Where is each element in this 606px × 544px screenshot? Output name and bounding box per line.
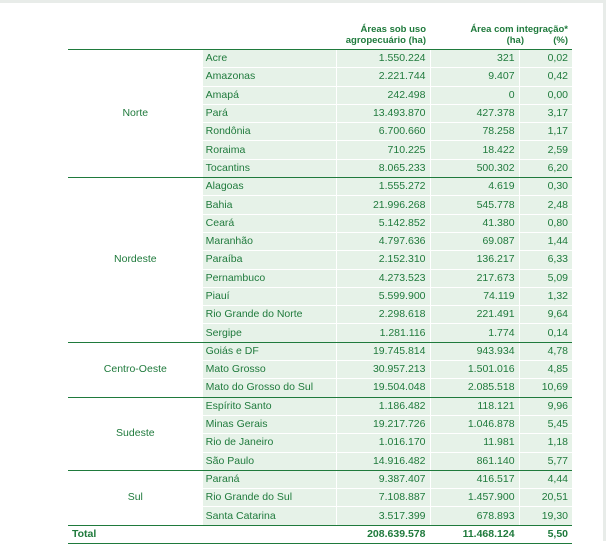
percent-cell: 20,51 [519, 489, 572, 507]
integration-cell: 78.258 [430, 123, 519, 141]
area-cell: 30.957.213 [337, 361, 430, 379]
header-integration-column: Área com integração* (ha) (%) [430, 24, 572, 50]
header-state [203, 24, 337, 50]
percent-cell: 1,17 [519, 123, 572, 141]
state-cell: Maranhão [203, 232, 337, 250]
integration-cell: 416.517 [430, 470, 519, 488]
state-cell: Rio Grande do Sul [203, 489, 337, 507]
region-label: Norte [68, 50, 203, 178]
percent-cell: 10,69 [519, 379, 572, 397]
integration-cell: 678.893 [430, 507, 519, 525]
state-cell: Acre [203, 50, 337, 68]
integration-cell: 321 [430, 50, 519, 68]
area-cell: 7.108.887 [337, 489, 430, 507]
total-integration: 11.468.124 [430, 525, 519, 543]
integration-cell: 4.619 [430, 178, 519, 196]
integration-cell: 2.085.518 [430, 379, 519, 397]
percent-cell: 5,45 [519, 415, 572, 433]
table-row [68, 470, 572, 488]
integration-cell: 1.457.900 [430, 489, 519, 507]
integration-cell: 41.380 [430, 214, 519, 232]
state-cell: Paraíba [203, 251, 337, 269]
state-cell: Rio de Janeiro [203, 434, 337, 452]
area-cell: 2.221.744 [337, 68, 430, 86]
state-cell: Alagoas [203, 178, 337, 196]
percent-cell: 9,96 [519, 397, 572, 415]
percent-cell: 1,18 [519, 434, 572, 452]
integration-cell: 136.217 [430, 251, 519, 269]
area-cell: 21.996.268 [337, 196, 430, 214]
total-area: 208.639.578 [337, 525, 430, 543]
region-label: Nordeste [68, 178, 203, 343]
region-label: Centro-Oeste [68, 342, 203, 397]
area-cell: 1.186.482 [337, 397, 430, 415]
state-cell: Pernambuco [203, 269, 337, 287]
area-cell: 1.555.272 [337, 178, 430, 196]
integration-cell: 221.491 [430, 306, 519, 324]
area-cell: 1.016.170 [337, 434, 430, 452]
integration-cell: 18.422 [430, 141, 519, 159]
state-cell: Bahia [203, 196, 337, 214]
integration-cell: 11.981 [430, 434, 519, 452]
area-cell: 19.745.814 [337, 342, 430, 360]
header-region [68, 24, 203, 50]
percent-cell: 6,20 [519, 159, 572, 177]
state-cell: Amapá [203, 86, 337, 104]
area-cell: 13.493.870 [337, 104, 430, 122]
percent-cell: 4,78 [519, 342, 572, 360]
area-cell: 5.599.900 [337, 287, 430, 305]
table-row [68, 342, 572, 360]
state-cell: Ceará [203, 214, 337, 232]
area-cell: 1.281.116 [337, 324, 430, 342]
integration-cell: 943.934 [430, 342, 519, 360]
percent-cell: 5,77 [519, 452, 572, 470]
state-cell: Pará [203, 104, 337, 122]
state-cell: Paraná [203, 470, 337, 488]
state-cell: Rondônia [203, 123, 337, 141]
integration-cell: 1.774 [430, 324, 519, 342]
integration-cell: 217.673 [430, 269, 519, 287]
percent-cell: 2,48 [519, 196, 572, 214]
state-cell: Sergipe [203, 324, 337, 342]
integration-cell: 500.302 [430, 159, 519, 177]
integration-cell: 9.407 [430, 68, 519, 86]
table-header-row [68, 24, 572, 50]
total-label: Total [68, 525, 203, 543]
percent-cell: 3,17 [519, 104, 572, 122]
state-cell: Amazonas [203, 68, 337, 86]
integration-cell: 118.121 [430, 397, 519, 415]
integration-cell: 0 [430, 86, 519, 104]
percent-cell: 1,44 [519, 232, 572, 250]
integration-cell: 1.046.878 [430, 415, 519, 433]
state-cell: Goiás e DF [203, 342, 337, 360]
state-cell: Tocantins [203, 159, 337, 177]
area-cell: 3.517.399 [337, 507, 430, 525]
area-cell: 242.498 [337, 86, 430, 104]
integration-cell: 861.140 [430, 452, 519, 470]
state-cell: Roraima [203, 141, 337, 159]
page-border-top [0, 0, 606, 3]
percent-cell: 0,80 [519, 214, 572, 232]
state-cell: Rio Grande do Norte [203, 306, 337, 324]
agro-integration-table [68, 24, 572, 544]
percent-cell: 6,33 [519, 251, 572, 269]
area-cell: 6.700.660 [337, 123, 430, 141]
percent-cell: 19,30 [519, 507, 572, 525]
area-cell: 4.797.636 [337, 232, 430, 250]
total-percent: 5,50 [519, 525, 572, 543]
area-cell: 1.550.224 [337, 50, 430, 68]
percent-cell: 0,00 [519, 86, 572, 104]
area-cell: 14.916.482 [337, 452, 430, 470]
percent-cell: 0,30 [519, 178, 572, 196]
percent-cell: 0,14 [519, 324, 572, 342]
state-cell: Santa Catarina [203, 507, 337, 525]
state-cell: Mato Grosso [203, 361, 337, 379]
percent-cell: 2,59 [519, 141, 572, 159]
area-cell: 5.142.852 [337, 214, 430, 232]
integration-cell: 427.378 [430, 104, 519, 122]
percent-cell: 5,09 [519, 269, 572, 287]
integration-cell: 74.119 [430, 287, 519, 305]
area-cell: 4.273.523 [337, 269, 430, 287]
state-cell: Minas Gerais [203, 415, 337, 433]
area-cell: 8.065.233 [337, 159, 430, 177]
percent-cell: 0,02 [519, 50, 572, 68]
area-cell: 2.152.310 [337, 251, 430, 269]
table-body [68, 50, 572, 544]
area-cell: 9.387.407 [337, 470, 430, 488]
area-cell: 19.217.726 [337, 415, 430, 433]
area-cell: 19.504.048 [337, 379, 430, 397]
integration-cell: 69.087 [430, 232, 519, 250]
state-cell: São Paulo [203, 452, 337, 470]
table-row [68, 50, 572, 68]
state-cell: Mato do Grosso do Sul [203, 379, 337, 397]
percent-cell: 0,42 [519, 68, 572, 86]
table-row [68, 178, 572, 196]
table-row [68, 397, 572, 415]
integration-cell: 545.778 [430, 196, 519, 214]
percent-cell: 1,32 [519, 287, 572, 305]
percent-cell: 9,64 [519, 306, 572, 324]
percent-cell: 4,85 [519, 361, 572, 379]
area-cell: 710.225 [337, 141, 430, 159]
state-cell: Piauí [203, 287, 337, 305]
header-area-column: Áreas sob uso agropecuário (ha) [337, 24, 430, 50]
region-label: Sudeste [68, 397, 203, 470]
integration-cell: 1.501.016 [430, 361, 519, 379]
percent-cell: 4,44 [519, 470, 572, 488]
area-cell: 2.298.618 [337, 306, 430, 324]
region-label: Sul [68, 470, 203, 525]
state-cell: Espírito Santo [203, 397, 337, 415]
